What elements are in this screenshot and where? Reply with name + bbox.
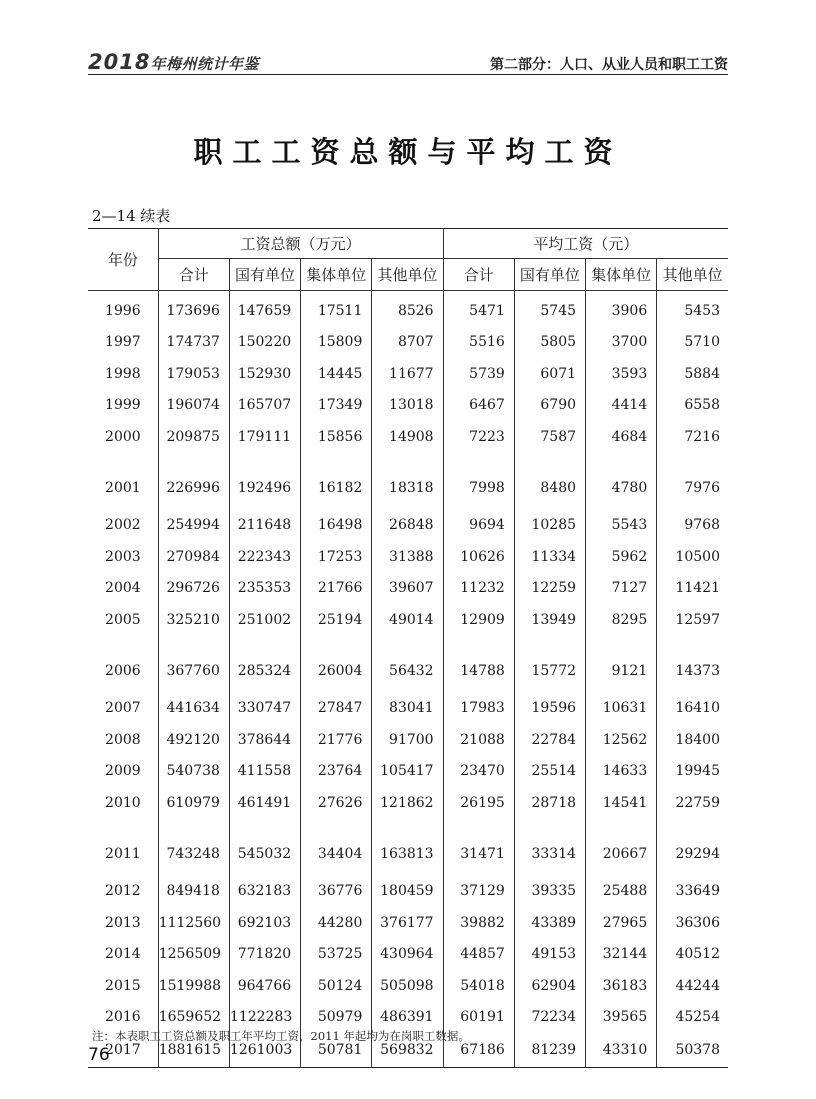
value-cell: 5739 bbox=[443, 358, 514, 390]
value-cell: 11232 bbox=[443, 573, 514, 605]
value-cell: 25488 bbox=[586, 876, 657, 908]
year-cell: 2014 bbox=[88, 939, 158, 971]
value-cell: 270984 bbox=[158, 541, 229, 573]
year-cell: 2012 bbox=[88, 876, 158, 908]
year-cell: 2000 bbox=[88, 421, 158, 453]
year-cell: 1999 bbox=[88, 390, 158, 422]
value-cell: 743248 bbox=[158, 819, 229, 876]
value-cell: 27965 bbox=[586, 907, 657, 939]
value-cell: 72234 bbox=[514, 1002, 585, 1034]
value-cell: 150220 bbox=[229, 327, 300, 359]
table-row bbox=[88, 390, 728, 422]
value-cell: 4684 bbox=[586, 421, 657, 453]
value-cell: 14908 bbox=[372, 421, 443, 453]
value-cell: 6790 bbox=[514, 390, 585, 422]
table-row bbox=[88, 819, 728, 876]
value-cell: 5745 bbox=[514, 291, 585, 327]
value-cell: 16182 bbox=[301, 453, 372, 510]
value-cell: 1122283 bbox=[229, 1002, 300, 1034]
value-cell: 10631 bbox=[586, 693, 657, 725]
value-cell: 44280 bbox=[301, 907, 372, 939]
value-cell: 14788 bbox=[443, 636, 514, 693]
value-cell: 5453 bbox=[684, 302, 720, 319]
value-cell: 14541 bbox=[586, 787, 657, 819]
year-cell: 2009 bbox=[88, 756, 158, 788]
value-cell: 36183 bbox=[586, 970, 657, 1002]
value-cell: 7223 bbox=[443, 421, 514, 453]
value-cell: 378644 bbox=[229, 724, 300, 756]
value-cell: 251002 bbox=[229, 604, 300, 636]
value-cell: 29294 bbox=[675, 845, 720, 862]
value-cell: 28718 bbox=[514, 787, 585, 819]
value-cell: 152930 bbox=[229, 358, 300, 390]
year-cell: 2005 bbox=[88, 604, 158, 636]
value-cell: 91700 bbox=[372, 724, 443, 756]
value-cell: 7998 bbox=[443, 453, 514, 510]
year-cell: 2001 bbox=[88, 453, 158, 510]
sub-header: 其他单位 bbox=[657, 259, 728, 291]
table-row bbox=[88, 907, 728, 939]
value-cell: 235353 bbox=[229, 573, 300, 605]
value-cell: 545032 bbox=[229, 819, 300, 876]
value-cell: 31388 bbox=[372, 541, 443, 573]
value-cell: 505098 bbox=[372, 970, 443, 1002]
value-cell: 11677 bbox=[372, 358, 443, 390]
footnote: 注：本表职工工资总额及职工年平均工资，2011 年起均为在岗职工数据。 bbox=[92, 1029, 470, 1043]
value-cell: 16410 bbox=[675, 700, 720, 717]
value-cell: 25514 bbox=[514, 756, 585, 788]
group-header-total-wages: 工资总额（万元） bbox=[158, 229, 443, 259]
table-row bbox=[88, 756, 728, 788]
sub-header: 集体单位 bbox=[301, 259, 372, 291]
value-cell: 11334 bbox=[514, 541, 585, 573]
value-cell: 540738 bbox=[158, 756, 229, 788]
value-cell: 376177 bbox=[372, 907, 443, 939]
value-cell: 54018 bbox=[443, 970, 514, 1002]
value-cell: 1112560 bbox=[158, 907, 229, 939]
value-cell: 8480 bbox=[514, 453, 585, 510]
year-cell: 1996 bbox=[88, 291, 158, 327]
value-cell: 492120 bbox=[158, 724, 229, 756]
value-cell: 964766 bbox=[229, 970, 300, 1002]
table-row bbox=[88, 510, 728, 542]
value-cell: 33649 bbox=[675, 883, 720, 900]
value-cell: 18400 bbox=[675, 731, 720, 748]
value-cell: 56432 bbox=[372, 636, 443, 693]
value-cell: 67186 bbox=[443, 1033, 514, 1068]
value-cell: 19596 bbox=[514, 693, 585, 725]
group-header-average-wage: 平均工资（元） bbox=[443, 229, 728, 259]
value-cell: 19945 bbox=[675, 763, 720, 780]
value-cell: 4780 bbox=[586, 453, 657, 510]
value-cell: 5516 bbox=[443, 327, 514, 359]
value-cell: 6467 bbox=[443, 390, 514, 422]
value-cell: 296726 bbox=[158, 573, 229, 605]
value-cell: 180459 bbox=[372, 876, 443, 908]
value-cell: 121862 bbox=[372, 787, 443, 819]
value-cell: 16498 bbox=[301, 510, 372, 542]
table-row bbox=[88, 693, 728, 725]
value-cell: 226996 bbox=[158, 453, 229, 510]
year-cell: 2006 bbox=[88, 636, 158, 693]
value-cell: 32144 bbox=[586, 939, 657, 971]
sub-header: 合计 bbox=[443, 259, 514, 291]
value-cell: 26195 bbox=[443, 787, 514, 819]
year-cell: 2010 bbox=[88, 787, 158, 819]
page-title: 职工工资总额与平均工资 bbox=[193, 135, 623, 169]
table-header bbox=[88, 229, 728, 291]
value-cell: 12597 bbox=[675, 611, 720, 628]
value-cell: 21766 bbox=[301, 573, 372, 605]
value-cell: 31471 bbox=[443, 819, 514, 876]
value-cell: 33314 bbox=[514, 819, 585, 876]
value-cell: 4414 bbox=[586, 390, 657, 422]
value-cell: 174737 bbox=[158, 327, 229, 359]
value-cell: 44244 bbox=[675, 977, 720, 994]
value-cell: 23764 bbox=[301, 756, 372, 788]
value-cell: 5805 bbox=[514, 327, 585, 359]
value-cell: 179053 bbox=[158, 358, 229, 390]
value-cell: 27847 bbox=[301, 693, 372, 725]
value-cell: 18318 bbox=[372, 453, 443, 510]
value-cell: 26848 bbox=[372, 510, 443, 542]
year-cell: 2017 bbox=[88, 1033, 158, 1068]
value-cell: 3906 bbox=[586, 291, 657, 327]
value-cell: 211648 bbox=[229, 510, 300, 542]
year-cell: 2013 bbox=[88, 907, 158, 939]
yearbook-year: 2018 bbox=[88, 50, 151, 74]
value-cell: 27626 bbox=[301, 787, 372, 819]
table-row bbox=[88, 636, 728, 693]
value-cell: 7127 bbox=[586, 573, 657, 605]
value-cell: 569832 bbox=[372, 1033, 443, 1068]
value-cell: 1256509 bbox=[158, 939, 229, 971]
value-cell: 44857 bbox=[443, 939, 514, 971]
year-cell: 2016 bbox=[88, 1002, 158, 1034]
value-cell: 254994 bbox=[158, 510, 229, 542]
table-row bbox=[88, 327, 728, 359]
year-cell: 2008 bbox=[88, 724, 158, 756]
value-cell: 25194 bbox=[301, 604, 372, 636]
value-cell: 40512 bbox=[675, 946, 720, 963]
value-cell: 5710 bbox=[684, 334, 720, 351]
value-cell: 83041 bbox=[372, 693, 443, 725]
value-cell: 8707 bbox=[372, 327, 443, 359]
value-cell: 173696 bbox=[158, 291, 229, 327]
value-cell: 163813 bbox=[372, 819, 443, 876]
year-cell: 1998 bbox=[88, 358, 158, 390]
value-cell: 14373 bbox=[675, 662, 720, 679]
value-cell: 13949 bbox=[514, 604, 585, 636]
table-row bbox=[88, 787, 728, 819]
page-number: 76 bbox=[88, 1045, 110, 1065]
section-name: 第二部分：人口、从业人员和职工工资 bbox=[490, 57, 728, 73]
value-cell: 50979 bbox=[301, 1002, 372, 1034]
table-row bbox=[88, 876, 728, 908]
table-row bbox=[88, 724, 728, 756]
value-cell: 1261003 bbox=[229, 1033, 300, 1068]
yearbook-title: 年梅州统计年鉴 bbox=[150, 55, 259, 73]
table-row bbox=[88, 604, 728, 636]
value-cell: 49014 bbox=[372, 604, 443, 636]
year-cell: 2015 bbox=[88, 970, 158, 1002]
value-cell: 12909 bbox=[443, 604, 514, 636]
table-row bbox=[88, 541, 728, 573]
value-cell: 325210 bbox=[158, 604, 229, 636]
value-cell: 367760 bbox=[158, 636, 229, 693]
value-cell: 17511 bbox=[301, 291, 372, 327]
table-row bbox=[88, 291, 728, 327]
value-cell: 441634 bbox=[158, 693, 229, 725]
value-cell: 7587 bbox=[514, 421, 585, 453]
value-cell: 7216 bbox=[684, 428, 720, 445]
value-cell: 6558 bbox=[684, 397, 720, 414]
value-cell: 17349 bbox=[301, 390, 372, 422]
value-cell: 192496 bbox=[229, 453, 300, 510]
value-cell: 43389 bbox=[514, 907, 585, 939]
value-cell: 39882 bbox=[443, 907, 514, 939]
value-cell: 9694 bbox=[443, 510, 514, 542]
value-cell: 20667 bbox=[586, 819, 657, 876]
year-cell: 2007 bbox=[88, 693, 158, 725]
value-cell: 15856 bbox=[301, 421, 372, 453]
value-cell: 105417 bbox=[372, 756, 443, 788]
value-cell: 430964 bbox=[372, 939, 443, 971]
value-cell: 12562 bbox=[586, 724, 657, 756]
value-cell: 10626 bbox=[443, 541, 514, 573]
value-cell: 81239 bbox=[514, 1033, 585, 1068]
value-cell: 36776 bbox=[301, 876, 372, 908]
year-cell: 2002 bbox=[88, 510, 158, 542]
value-cell: 461491 bbox=[229, 787, 300, 819]
value-cell: 21776 bbox=[301, 724, 372, 756]
value-cell: 3593 bbox=[586, 358, 657, 390]
running-header bbox=[88, 50, 728, 75]
value-cell: 36306 bbox=[675, 914, 720, 931]
value-cell: 486391 bbox=[372, 1002, 443, 1034]
value-cell: 22759 bbox=[675, 794, 720, 811]
value-cell: 17983 bbox=[443, 693, 514, 725]
value-cell: 14445 bbox=[301, 358, 372, 390]
value-cell: 1519988 bbox=[158, 970, 229, 1002]
yearbook-name bbox=[88, 50, 259, 74]
value-cell: 147659 bbox=[229, 291, 300, 327]
value-cell: 21088 bbox=[443, 724, 514, 756]
sub-header: 国有单位 bbox=[229, 259, 300, 291]
value-cell: 11421 bbox=[675, 580, 720, 597]
value-cell: 8526 bbox=[372, 291, 443, 327]
value-cell: 411558 bbox=[229, 756, 300, 788]
value-cell: 692103 bbox=[229, 907, 300, 939]
value-cell: 39335 bbox=[514, 876, 585, 908]
value-cell: 330747 bbox=[229, 693, 300, 725]
wage-table bbox=[88, 228, 728, 1068]
year-cell: 2011 bbox=[88, 819, 158, 876]
value-cell: 849418 bbox=[158, 876, 229, 908]
table-row bbox=[88, 453, 728, 510]
value-cell: 39607 bbox=[372, 573, 443, 605]
value-cell: 5543 bbox=[586, 510, 657, 542]
value-cell: 15809 bbox=[301, 327, 372, 359]
value-cell: 196074 bbox=[158, 390, 229, 422]
value-cell: 62904 bbox=[514, 970, 585, 1002]
table-row bbox=[88, 358, 728, 390]
value-cell: 13018 bbox=[372, 390, 443, 422]
value-cell: 209875 bbox=[158, 421, 229, 453]
value-cell: 43310 bbox=[586, 1033, 657, 1068]
sub-header: 集体单位 bbox=[586, 259, 657, 291]
value-cell: 9768 bbox=[684, 517, 720, 534]
year-cell: 2004 bbox=[88, 573, 158, 605]
table-row bbox=[88, 939, 728, 971]
table-row bbox=[88, 970, 728, 1002]
value-cell: 17253 bbox=[301, 541, 372, 573]
value-cell: 39565 bbox=[586, 1002, 657, 1034]
value-cell: 3700 bbox=[586, 327, 657, 359]
value-cell: 5962 bbox=[586, 541, 657, 573]
value-cell: 8295 bbox=[586, 604, 657, 636]
value-cell: 179111 bbox=[229, 421, 300, 453]
value-cell: 610979 bbox=[158, 787, 229, 819]
value-cell: 23470 bbox=[443, 756, 514, 788]
value-cell: 45254 bbox=[675, 1009, 720, 1026]
value-cell: 5884 bbox=[684, 365, 720, 382]
value-cell: 50781 bbox=[301, 1033, 372, 1068]
value-cell: 165707 bbox=[229, 390, 300, 422]
value-cell: 37129 bbox=[443, 876, 514, 908]
value-cell: 771820 bbox=[229, 939, 300, 971]
value-cell: 1659652 bbox=[158, 1002, 229, 1034]
value-cell: 9121 bbox=[586, 636, 657, 693]
value-cell: 53725 bbox=[301, 939, 372, 971]
sub-header: 国有单位 bbox=[514, 259, 585, 291]
value-cell: 60191 bbox=[443, 1002, 514, 1034]
value-cell: 285324 bbox=[229, 636, 300, 693]
year-cell: 1997 bbox=[88, 327, 158, 359]
year-cell: 2003 bbox=[88, 541, 158, 573]
value-cell: 10285 bbox=[514, 510, 585, 542]
value-cell: 50124 bbox=[301, 970, 372, 1002]
value-cell: 26004 bbox=[301, 636, 372, 693]
table-row bbox=[88, 573, 728, 605]
sub-header: 其他单位 bbox=[372, 259, 443, 291]
value-cell: 1881615 bbox=[158, 1033, 229, 1068]
sub-header-row bbox=[88, 259, 728, 291]
value-cell: 22784 bbox=[514, 724, 585, 756]
value-cell: 50378 bbox=[657, 1033, 728, 1068]
year-column-header: 年份 bbox=[88, 229, 158, 291]
table-body bbox=[88, 291, 728, 1068]
value-cell: 15772 bbox=[514, 636, 585, 693]
value-cell: 7976 bbox=[684, 479, 720, 496]
value-cell: 10500 bbox=[675, 548, 720, 565]
value-cell: 632183 bbox=[229, 876, 300, 908]
value-cell: 5471 bbox=[443, 291, 514, 327]
value-cell: 222343 bbox=[229, 541, 300, 573]
value-cell: 12259 bbox=[514, 573, 585, 605]
value-cell: 6071 bbox=[514, 358, 585, 390]
table-row bbox=[88, 421, 728, 453]
value-cell: 34404 bbox=[301, 819, 372, 876]
value-cell: 14633 bbox=[586, 756, 657, 788]
table-reference: 2—14 续表 bbox=[92, 207, 171, 225]
value-cell: 49153 bbox=[514, 939, 585, 971]
sub-header: 合计 bbox=[158, 259, 229, 291]
